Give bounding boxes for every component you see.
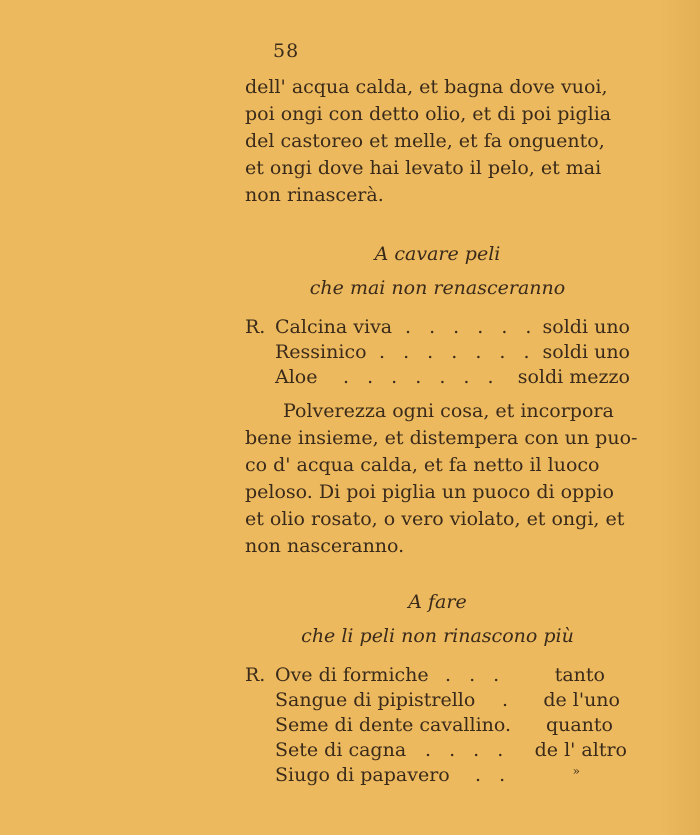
recipe1-heading <box>245 237 630 305</box>
method-line: et olio rosato, o vero violato, et ongi, et <box>245 508 625 530</box>
leader-dots: . . . . . . . <box>379 341 536 363</box>
intro-line: del castoreo et melle, et fa onguento, <box>245 130 605 152</box>
ingredient-name: Aloe <box>275 366 318 388</box>
recipe-marker: R. <box>245 316 266 338</box>
leader-dots: . . . . <box>425 739 510 761</box>
ingredient-name: Calcina viva <box>275 316 393 338</box>
method-line: co d' acqua calda, et fa netto il luoco <box>245 454 600 476</box>
leader-dots: . . . <box>445 664 506 686</box>
recipe-marker: R. <box>245 664 266 686</box>
ingredient-amount: tanto <box>554 664 605 686</box>
ingredient-name: Seme di dente cavallino. <box>275 714 512 736</box>
recipe1-title: A cavare peli <box>374 243 501 265</box>
intro-paragraph <box>245 74 630 209</box>
ingredient-name: Ressinico <box>275 341 367 363</box>
ingredient-row <box>245 714 635 739</box>
ingredient-row <box>245 341 635 366</box>
ingredient-name: Sete di cagna <box>275 739 407 761</box>
page-edge-shadow <box>660 0 700 835</box>
ingredient-row <box>245 664 635 689</box>
ingredient-row <box>245 739 635 764</box>
intro-line: non rinascerà. <box>245 184 384 206</box>
ingredient-name: Sangue di pipistrello <box>275 689 476 711</box>
ingredient-row <box>245 764 635 789</box>
ingredient-name: Siugo di papavero <box>275 764 450 786</box>
ingredient-row <box>245 316 635 341</box>
recipe2-subtitle: che li peli non rinascono più <box>301 625 574 647</box>
leader-dots: . . . . . . <box>405 316 538 338</box>
intro-line: poi ongi con detto olio, et di poi piglia <box>245 103 612 125</box>
ingredient-amount: de l'uno <box>543 689 620 711</box>
recipe1-method <box>245 398 638 560</box>
ditto-mark: » <box>572 764 580 778</box>
intro-line: dell' acqua calda, et bagna dove vuoi, <box>245 76 608 98</box>
ingredient-amount: de l' altro <box>534 739 627 761</box>
leader-dots: . . . . . . . <box>343 366 500 388</box>
ingredient-name: Ove di formiche <box>275 664 429 686</box>
method-line: Polverezza ogni cosa, et incorpora <box>283 400 614 422</box>
method-line: non nasceranno. <box>245 535 405 557</box>
recipe2-ingredients <box>245 664 635 789</box>
recipe1-subtitle: che mai non renasceranno <box>309 277 566 299</box>
intro-line: et ongi dove hai levato il pelo, et mai <box>245 157 602 179</box>
recipe2-title: A fare <box>408 591 467 613</box>
leader-dots: . . <box>475 764 512 786</box>
ingredient-row <box>245 366 635 391</box>
ingredient-row <box>245 689 635 714</box>
method-line: bene insieme, et distempera con un puo- <box>245 427 638 449</box>
method-line: peloso. Di poi piglia un puoco di oppio <box>245 481 614 503</box>
page-number: 58 <box>273 40 300 62</box>
leader-dots: . <box>502 689 515 711</box>
ingredient-amount: soldi mezzo <box>517 366 630 388</box>
recipe2-heading <box>245 585 630 653</box>
recipe1-ingredients <box>245 316 635 391</box>
ingredient-amount: soldi uno <box>542 341 630 363</box>
ingredient-amount: soldi uno <box>542 316 630 338</box>
ingredient-amount: quanto <box>545 714 613 736</box>
